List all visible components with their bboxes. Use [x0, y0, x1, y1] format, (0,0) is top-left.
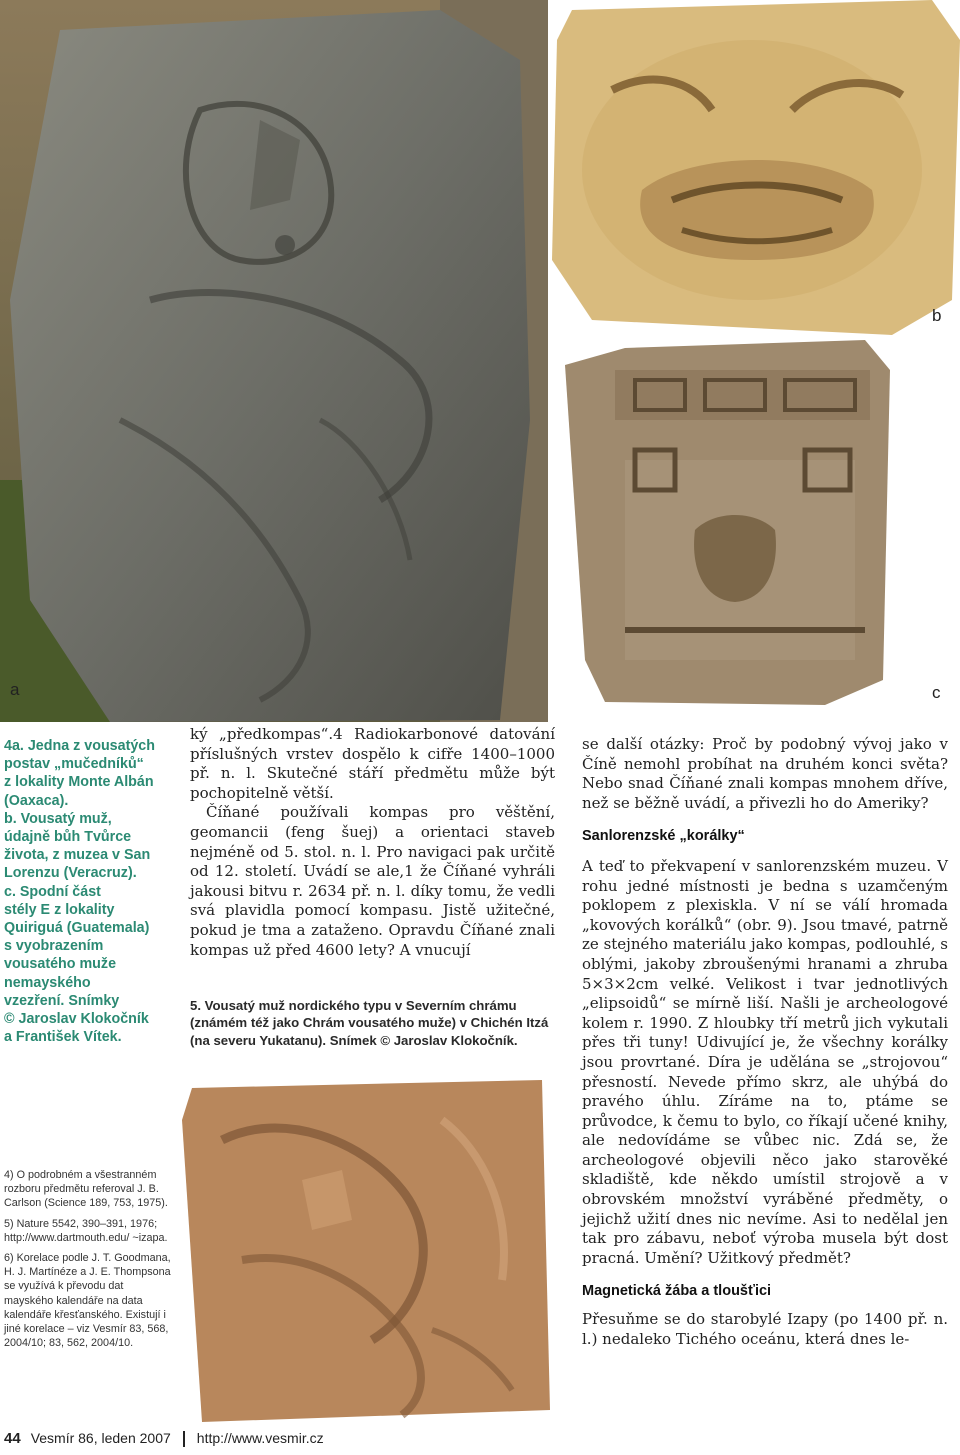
figure-label-a: a: [10, 680, 20, 699]
paragraph: Číňané používali kompas pro věštění, geomancii (feng šuej) a orientaci staveb nejméně od 5. stol. n. l. Pro navigaci pak určitě od 12. století. Uvádí se ale,1 že Číňané vyhráli jakousi bitvu r. 2634 př. n. l. díky tomu, že vedli svá plavidla pomocí kompasu. Jistě užitečné, pokud je tma a zataženo. Opravdu Číňané znali kompas už před 4600 lety? A vnucují: [190, 803, 555, 959]
footnote-4: 4) O podrobném a všestranném rozboru předmětu referoval J. B. Carlson (Science 189, 753, 1975).: [4, 1169, 168, 1210]
section-heading-sanlorenzo-beads: Sanlorenzské „korálky“: [582, 828, 745, 845]
caption-figure-4: [4, 737, 174, 1046]
caption-4-line: (Oaxaca).: [4, 792, 69, 809]
footnote-5: 5) Nature 5542, 390–391, 1976; http://www.dartmouth.edu/ ~izapa.: [4, 1217, 168, 1244]
page-footer: [4, 1430, 324, 1447]
footer-separator: [183, 1431, 185, 1447]
middle-column-text: [190, 725, 555, 960]
paragraph: se další otázky: Proč by podobný vývoj jako v Číně nemohl probíhat na druhém konci světa? Nebo snad Číňané znali kompas mnohem dříve, než se běžně uvádí, a přivezli ho do Ameriky?: [582, 735, 948, 812]
caption-4-line: postav „mučedníků“: [4, 756, 144, 773]
photo-bearded-head-san-lorenzo: [552, 0, 960, 335]
caption-4-line: z lokality Monte Albán: [4, 774, 154, 791]
photo-bearded-man-chichen-itza: [182, 1080, 550, 1422]
photo-stele-quirigua: [565, 340, 895, 710]
caption-4-line: života, z muzea v San: [4, 847, 151, 864]
section-heading-magnetic-frog: Magnetická žába a tloušťici: [582, 1283, 772, 1300]
footnotes: [4, 1168, 174, 1356]
figure-label-b: b: [932, 306, 942, 325]
caption-4-line: c. Spodní část: [4, 883, 101, 900]
caption-4-line: nemayského: [4, 974, 91, 991]
paragraph: ký „předkompas“.4 Radiokarbonové datování příslušných vrstev dospělo k cifře 1400–1000 př. n. l. Skutečné stáří předmětu může být pochopitelně větší.: [190, 725, 555, 802]
paragraph: Přesuňme se do starobylé Izapy (po 1400 př. n. l.) nedaleko Tichého oceánu, která dnes le-: [582, 1310, 948, 1348]
figure-label-c: c: [932, 683, 941, 702]
caption-4-line: b. Vousatý muž,: [4, 810, 112, 827]
caption-4-line: 4a. Jedna z vousatých: [4, 738, 155, 754]
caption-4-line: vzezření. Snímky: [4, 992, 120, 1009]
caption-4-line: © Jaroslav Klokočník: [4, 1011, 149, 1028]
caption-4-line: Lorenzu (Veracruz).: [4, 865, 137, 882]
caption-4-line: údajně bůh Tvůrce: [4, 829, 132, 846]
caption-figure-5: 5. Vousatý muž nordického typu v Severním chrámu (známém též jako Chrám vousatého muže) v Chichén Itzá (na severu Yukatanu). Snímek © Jaroslav Klokočník.: [190, 998, 549, 1048]
photo-stele-monte-alban: [0, 0, 548, 722]
footer-url-link[interactable]: http://www.vesmir.cz: [196, 1430, 324, 1446]
issue-info: Vesmír 86, leden 2007: [30, 1430, 171, 1446]
caption-4-line: Quiriguá (Guatemala): [4, 920, 150, 937]
caption-4-line: a František Vítek.: [4, 1029, 122, 1046]
caption-4-line: vousatého muže: [4, 956, 117, 973]
right-column-text: [582, 735, 948, 1349]
page-number: 44: [4, 1430, 21, 1447]
paragraph: A teď to překvapení v sanlorenzském muzeu. V rohu jedné místnosti je bedna s uzamčeným poklopem z plexiskla. V ní se válí hromada „kovových korálků“ (obr. 9). Jsou tmavé, patrně ze stejného materiálu jako kompas, podlouhlé, s oblými, jakoby zbroušenými hranami a zhruba 5×3×2cm velké. Velikost i tvar jednotlivých „elipsoidů“ se mírně liší. Našli je archeologové kolem r. 1990. Z hloubky tří metrů jich vykutali přes tři tuny! Udivující je, že všechny korálky jsou provrtané. Díra je udělána se „strojovou“ přesností. Nevede přímo skrz, ale uhýbá do pravého úhlu. Zíráme na to, ptáme se průvodce, k čemu to bylo, co říkají učené knihy, ale nedovídáme se vůbec nic. Zdá se, že archeologové objevili něco jako starověké skladiště, kde někdo umístil strojově a v obrovském množství vyráběné předměty, o jejichž užití dnes nic nevíme. Asi to nedělal jen tak pro zábavu, neboť výroba musela být dost pracná. Umění? Užitkový předmět?: [582, 856, 948, 1267]
caption-4-line: stély E z lokality: [4, 901, 115, 918]
footnote-6: 6) Korelace podle J. T. Goodmana, H. J. Martínéze a J. E. Thompsona se využívá k převodu dat mayského kalendáře na data kalendáře křesťanského. Existují i jiné korelace – viz Vesmír 83, 568, 2004/10; 83, 562, 2004/10.: [4, 1252, 171, 1350]
caption-4-line: s vyobrazením: [4, 938, 104, 955]
